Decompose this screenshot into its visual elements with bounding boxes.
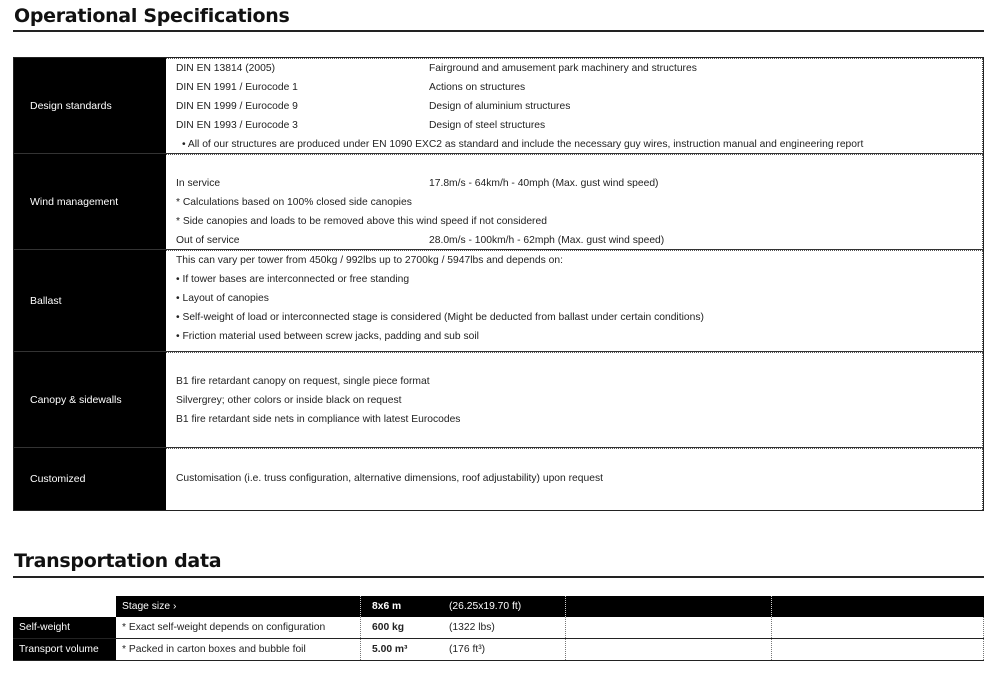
stage-size-imperial: (26.25x19.70 ft) [443,596,563,617]
operational-title: Operational Specifications [14,5,290,27]
row-value: 600 kg [372,622,405,633]
standard-code: DIN EN 1999 / Eurocode 9 [176,101,298,112]
row-customized [14,448,983,510]
col-divider [983,639,984,660]
out-service-label: Out of service [176,235,240,246]
row-canopy-sidewalls [14,352,983,448]
row-label: Design standards [14,58,166,154]
stage-size-value: 8x6 m [366,596,446,617]
row-content [166,250,983,352]
row-design-standards [14,58,983,154]
col-divider [771,617,772,638]
transport-header-row [13,596,984,617]
design-note: • All of our structures are produced under EN 1090 EXC2 as standard and include the necessary guy wires, instruction manual and engineering report [182,139,864,150]
row-label: Canopy & sidewalls [14,352,166,448]
row-label: Wind management [14,154,166,250]
row-imperial: (176 ft³) [449,644,486,655]
ballast-line: • Friction material used between screw jacks, padding and sub soil [176,331,479,342]
col-divider [771,596,772,617]
row-value: 5.00 m³ [372,644,408,655]
row-content [166,154,983,250]
row-content [166,352,983,448]
col-divider [983,617,984,638]
standard-desc: Design of aluminium structures [429,101,571,112]
row-content [166,448,983,510]
ballast-line: • Self-weight of load or interconnected stage is considered (Might be deducted from ballast under certain conditions) [176,312,704,323]
ballast-line: • Layout of canopies [176,293,269,304]
title-rule [13,30,984,32]
ballast-line: • If tower bases are interconnected or free standing [176,274,410,285]
row-rule [13,660,984,661]
col-divider [565,596,566,617]
col-divider [360,617,361,638]
col-divider [771,639,772,660]
customized-text: Customisation (i.e. truss configuration, alternative dimensions, roof adjustability) upon request [176,473,603,484]
transport-row-volume [13,639,984,660]
row-wind-management [14,154,983,250]
row-ballast [14,250,983,352]
in-service-value: 17.8m/s - 64km/h - 40mph (Max. gust wind speed) [429,178,659,189]
operational-spec-table [13,57,984,511]
standard-code: DIN EN 1991 / Eurocode 1 [176,82,298,93]
out-service-value: 28.0m/s - 100km/h - 62mph (Max. gust wind speed) [429,235,665,246]
standard-code: DIN EN 1993 / Eurocode 3 [176,120,298,131]
wind-note: * Side canopies and loads to be removed above this wind speed if not considered [176,216,547,227]
row-note: * Exact self-weight depends on configuration [122,622,326,633]
standard-code: DIN EN 13814 (2005) [176,63,276,74]
title-rule [13,576,984,578]
row-label: Self-weight [13,617,116,638]
col-divider [565,639,566,660]
row-note: * Packed in carton boxes and bubble foil [122,644,306,655]
row-label: Customized [14,448,166,510]
canopy-line: Silvergrey; other colors or inside black on request [176,395,402,406]
col-divider [360,596,361,617]
standard-desc: Actions on structures [429,82,526,93]
row-imperial: (1322 lbs) [449,622,495,633]
canopy-line: B1 fire retardant canopy on request, single piece format [176,376,430,387]
row-content [166,58,983,154]
wind-note: * Calculations based on 100% closed side canopies [176,197,412,208]
transport-row-self-weight [13,617,984,638]
row-label: Transport volume [13,639,116,660]
row-label: Ballast [14,250,166,352]
in-service-label: In service [176,178,221,189]
standard-desc: Fairground and amusement park machinery and structures [429,63,697,74]
canopy-line: B1 fire retardant side nets in compliance with latest Eurocodes [176,414,461,425]
stage-size-label: Stage size › [116,596,358,617]
standard-desc: Design of steel structures [429,120,546,131]
col-divider [360,639,361,660]
col-divider [565,617,566,638]
transport-title: Transportation data [14,550,222,572]
ballast-line: This can vary per tower from 450kg / 992lbs up to 2700kg / 5947lbs and depends on: [176,255,563,266]
